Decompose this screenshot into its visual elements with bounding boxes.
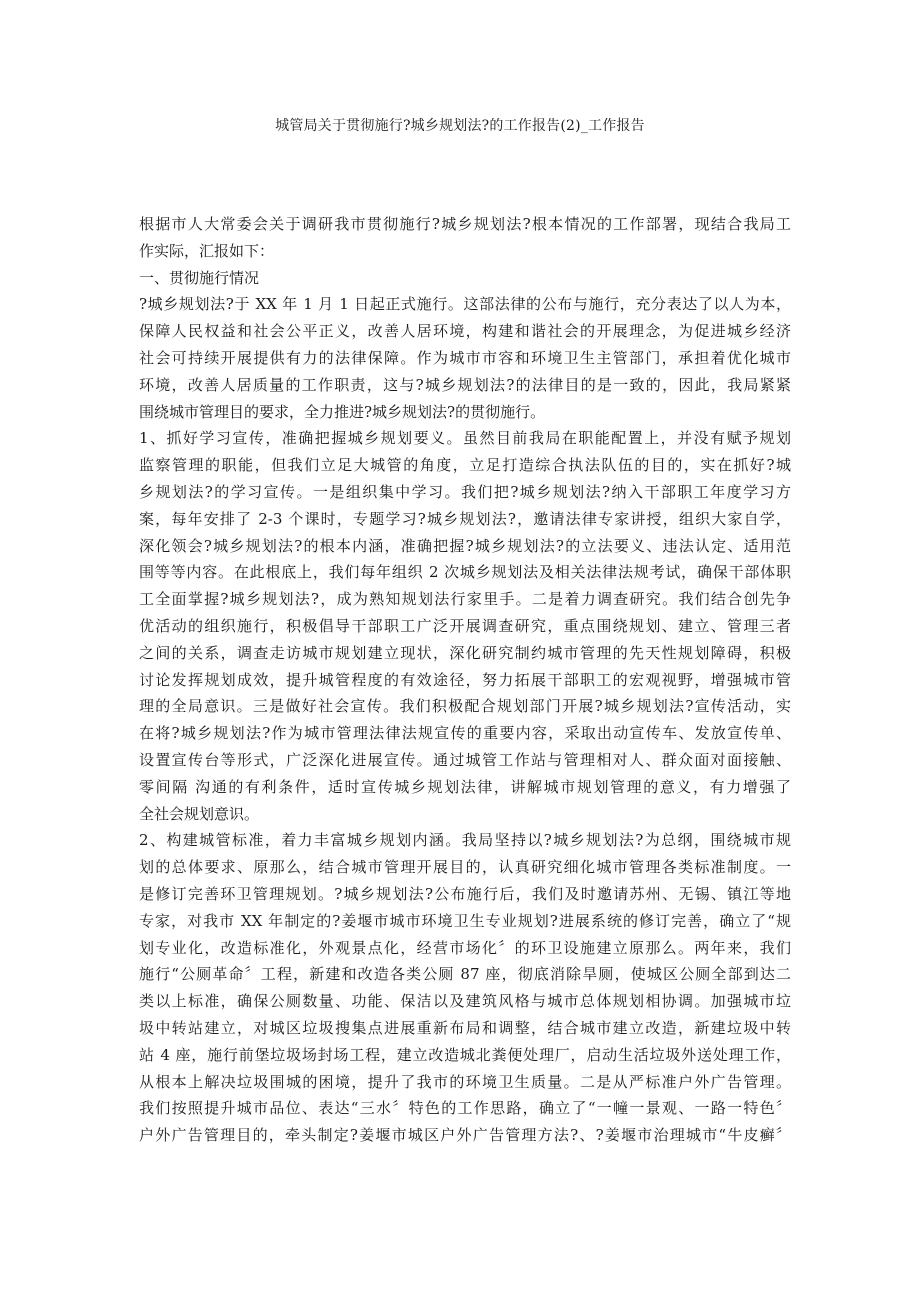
body-line: 保障人民权益和社会公平正义，改善人居环境，构建和谐社会的开展理念，为促进城乡经济 [139,322,791,341]
document-body [139,211,791,1149]
body-line: 之间的关系，调查走访城市规划建立现状，深化研究制约城市管理的先天性规划障碍，积极 [139,643,791,662]
body-line: 作实际，汇报如下： [139,241,275,260]
body-line: 监察管理的职能，但我们立足大城管的角度，立足打造综合执法队伍的目的，实在抓好?城 [139,456,791,475]
body-line: 施行“公厕革命〞工程，新建和改造各类公厕 87 座，彻底消除旱厕，使城区公厕全部到达二 [139,965,791,984]
body-line: 理的全局意识。三是做好社会宣传。我们积极配合规划部门开展?城乡规划法?宣传活动，实 [139,697,791,716]
body-line: 优活动的组织施行，积极倡导干部职工广泛开展调查研究，重点围绕规划、建立、管理三者 [139,616,791,635]
body-line: 根据市人大常委会关于调研我市贯彻施行?城乡规划法?根本情况的工作部署，现结合我局工 [139,215,791,233]
body-line: 专家，对我市 XX 年制定的?姜堰市城市环境卫生专业规划?进展系统的修订完善，确立了“规 [139,911,791,930]
body-line: 社会可持续开展提供有力的法律保障。作为城市市容和环境卫生主管部门，承担着优化城市 [139,348,791,367]
body-line: ?城乡规划法?于 XX 年 1 月 1 日起正式施行。这部法律的公布与施行，充分表达了以人为本， [139,295,791,314]
body-line: 划专业化，改造标准化，外观景点化，经营市场化〞的环卫设施建立原那么。两年来，我们 [139,938,791,957]
body-line: 从根本上解决垃圾围城的困境，提升了我市的环境卫生质量。二是从严标准户外广告管理。 [139,1072,791,1091]
body-line: 讨论发挥规划成效，提升城管程度的有效途径，努力拓展干部职工的宏观视野，增强城市管 [139,670,791,689]
body-line: 围等等内容。在此根底上，我们每年组织 2 次城乡规划法及相关法律法规考试，确保干部体职 [139,563,791,582]
body-line: 围绕城市管理目的要求，全力推进?城乡规划法?的贯彻施行。 [139,402,546,421]
body-line: 乡规划法?的学习宣传。一是组织集中学习。我们把?城乡规划法?纳入干部职工年度学习方 [139,482,791,501]
body-line: 户外广告管理目的，牵头制定?姜堰市城区户外广告管理方法?、?姜堰市治理城市“牛皮癣〞 [139,1126,791,1145]
body-line: 在将?城乡规划法?作为城市管理法律法规宣传的重要内容，采取出动宣传车、发放宣传单、 [139,724,791,743]
body-line: 划的总体要求、原那么，结合城市管理开展目的，认真研究细化城市管理各类标准制度。一 [139,858,791,877]
body-line: 圾中转站建立，对城区垃圾搜集点进展重新布局和调整，结合城市建立改造，新建垃圾中转 [139,1018,791,1037]
body-line: 案，每年安排了 2-3 个课时，专题学习?城乡规划法?，邀请法律专家讲授，组织大家自学， [139,509,791,528]
body-line: 一、贯彻施行情况 [139,268,260,287]
body-line: 工全面掌握?城乡规划法?，成为熟知规划法行家里手。二是着力调查研究。我们结合创先争 [139,590,791,609]
body-line: 2、构建城管标准，着力丰富城乡规划内涵。我局坚持以?城乡规划法?为总纲，围绕城市规 [139,831,791,850]
body-line: 站 4 座，施行前堡垃圾场封场工程，建立改造城北粪便处理厂，启动生活垃圾外送处理工作， [139,1045,791,1064]
body-line: 深化领会?城乡规划法?的根本内涵，准确把握?城乡规划法?的立法要义、违法认定、适用范 [139,536,791,555]
body-line: 零间隔 沟通的有利条件，适时宣传城乡规划法律，讲解城市规划管理的意义，有力增强了 [139,777,791,796]
body-line: 全社会规划意识。 [139,804,260,823]
body-line: 设置宣传台等形式，广泛深化进展宣传。通过城管工作站与管理相对人、群众面对面接触、 [139,750,791,769]
body-line: 1、抓好学习宣传，准确把握城乡规划要义。虽然目前我局在职能配置上，并没有赋予规划 [139,429,791,448]
body-line: 类以上标准，确保公厕数量、功能、保洁以及建筑风格与城市总体规划相协调。加强城市垃 [139,992,791,1011]
document-title: 城管局关于贯彻施行?城乡规划法?的工作报告(2)_工作报告 [275,118,645,134]
body-line: 我们按照提升城市品位、表达“三水〞特色的工作思路，确立了“一幢一景观、一路一特色〞 [139,1099,791,1118]
body-line: 是修订完善环卫管理规划。?城乡规划法?公布施行后，我们及时邀请苏州、无锡、镇江等地 [139,884,791,903]
body-line: 环境，改善人居质量的工作职责，这与?城乡规划法?的法律目的是一致的，因此，我局紧紧 [139,375,791,394]
